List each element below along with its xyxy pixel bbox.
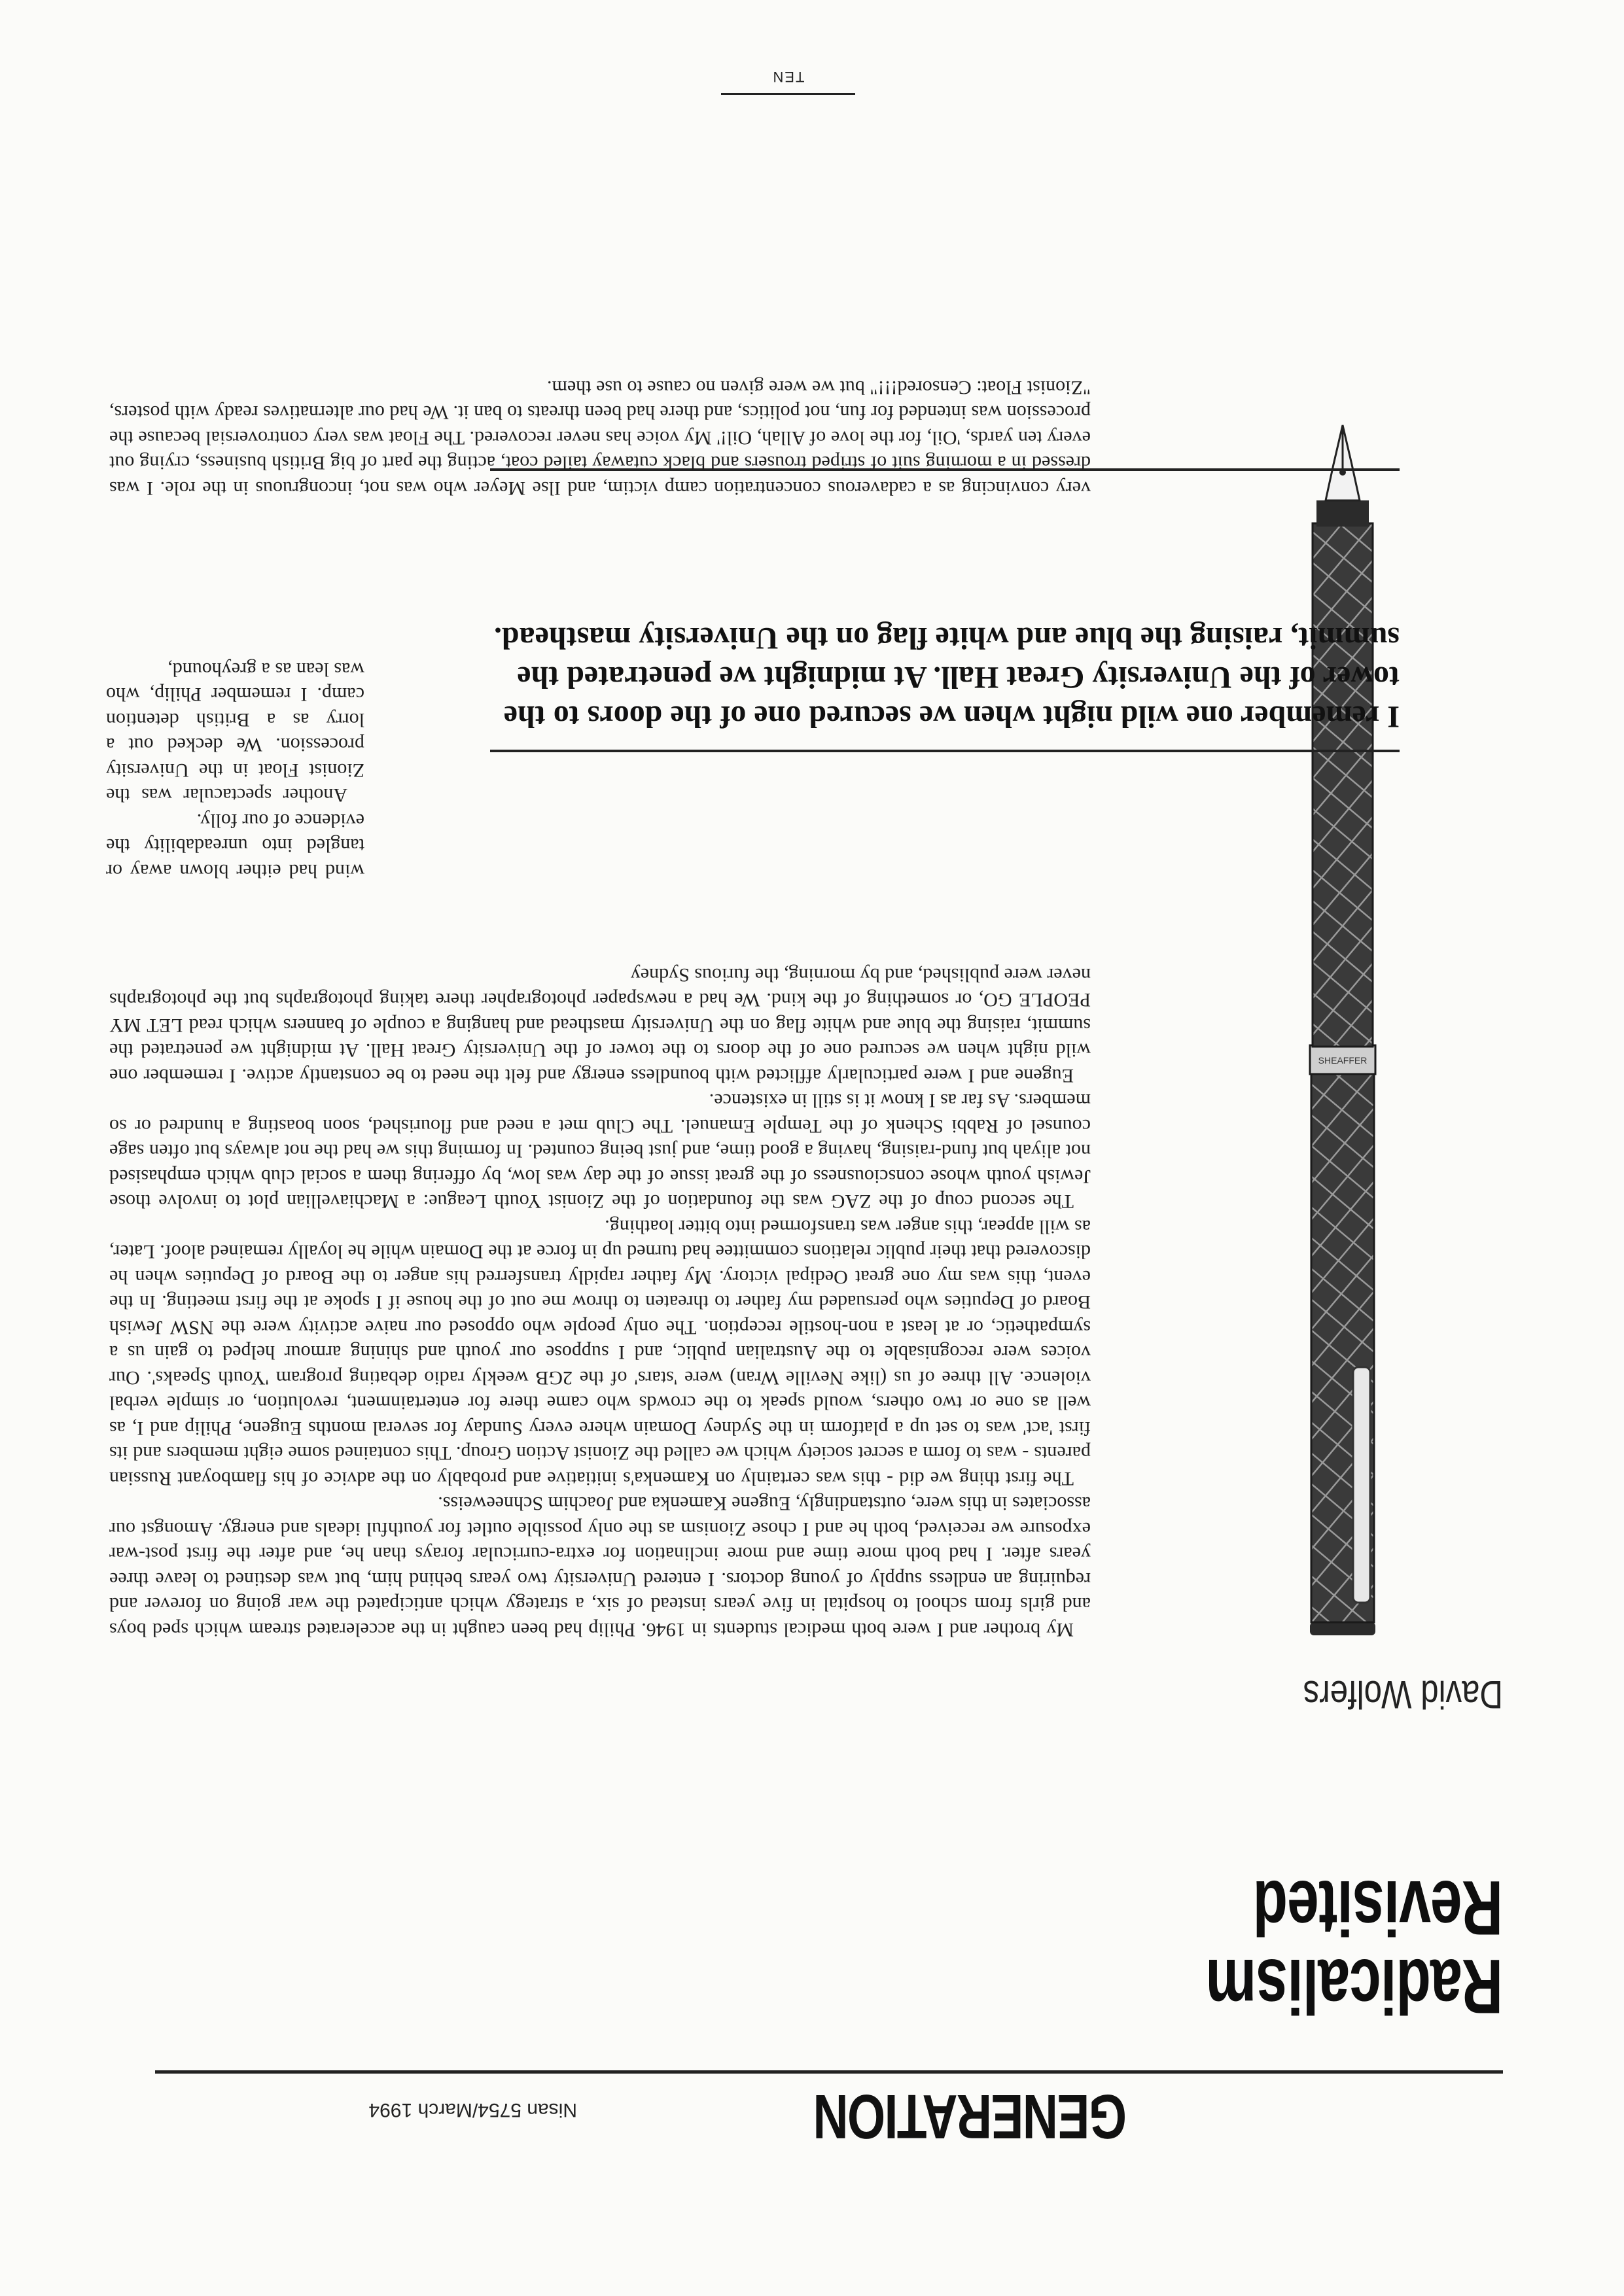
article-body-main <box>109 962 1091 1643</box>
header-rule <box>155 2070 1503 2074</box>
pullquote-rule-top <box>490 750 1400 752</box>
paragraph: My brother and I were both medical students in 1946. Philip had been caught in the accelerated stream which sped boys and girls from school to hospital in five years instead of six, a strategy which anticipated the war going on forever and requiring an endless supply of young doctors. I entered University two years behind him, but was destined to leave three years after. I had both more time and more inclination for extra-curricular forays than he, and after the first post-war exposure we received, both he and I chose Zionism as the only possible outlet for youthful ideals and energy. Amongst our associates in this were, outstandingly, Eugene Kamenka and Joachim Schneeweiss. <box>109 1493 1091 1641</box>
paragraph: very convincing as a cadaverous concentration camp victim, and Ilse Meyer who was not, incongruous in the role. I was dressed in a morning suit of striped trousers and black cutaway tailed coat, acting the part of big British business, crying out every ten yards, 'Oil, for the love of Allah, Oil!' My voice has never recovered. The Float was very controversial because the procession was intended for fun, not politics, and there had been threats to ban it. We had our alternatives ready with posters, "Zionist Float: Censored!!!" but we were given no cause to use them. <box>109 377 1091 499</box>
folio-rule <box>721 93 855 95</box>
paragraph: The first thing we did - this was certainly on Kamenka's initiative and probably on the advice of his flamboyant Russian parents - was to form a secret society which we called the Zionist Action Group. This contained some eight members and its first 'act' was to set up a platform in the Sydney Domain where every Sunday for several months Eugene, Philip and I, as well as one or two others, would speak to the crowds who came there for entertainment, revolution, or simple verbal violence. All three of us (like Neville Wran) were 'stars' of the 2GB weekly radio debating program 'Youth Speaks'. Our voices were recognisable to the Australian public, and I suppose our youth and shining armour helped to gain us a sympathetic, or at least a non-hostile reception. The only people who opposed our naive activity were the NSW Jewish Board of Deputies who persuaded my father to threaten to throw me out of the house if I spoke at the first meeting. In the event, this was my one great Oedipal victory. My father rapidly transferred his anger to the Board of Deputies when he discovered that their public relations committee had turned up in force at the Domain while he loyally remained aloof. Later, as will appear, this anger was transformed into bitter loathing. <box>109 1216 1091 1489</box>
article-body-side <box>106 657 364 884</box>
author-byline: David Wolfers <box>1303 1673 1503 1716</box>
pen-nib <box>1326 425 1360 500</box>
article-title-line2: Revisited <box>1253 1864 1503 1951</box>
article-title-line1: Radicalism <box>1206 1943 1503 2029</box>
issue-date: Nisan 5754/March 1994 <box>368 2099 577 2121</box>
paragraph: Eugene and I were particularly afflicted with boundless energy and felt the need to be constantly active. I remember one wild night when we secured one of the doors to the tower of the University Great Hall. At midnight we penetrated the summit, raising the blue and white flag on the University masthead and hanging a couple of banners which read LET MY PEOPLE GO, or something of the kind. We had a newspaper photographer there taking photographs but the photographs never were published, and by morning, the furious Sydney <box>109 964 1091 1087</box>
masthead: GENERATION <box>813 2081 1127 2151</box>
page-number: TEN <box>771 69 805 85</box>
pen-cap <box>1310 1073 1375 1635</box>
paragraph: wind had either blown away or tangled into unreadability the evidence of our folly. <box>106 810 364 882</box>
fountain-pen-icon <box>1297 419 1388 1642</box>
pen-band <box>1310 1045 1375 1074</box>
pen-clip <box>1353 1367 1370 1603</box>
paragraph: The second coup of the ZAG was the foundation of the Zionist Youth League: a Machiavellian plot to involve those Jewish youth whose consciousness of the great issue of the day was low, by offering them a social club which emphasised not aliyah but fund-raising, having a good time, and just being counted. In forming this we had the not always but often sage counsel of Rabbi Schenk of the Temple Emanuel. The Club met a need and flourished, soon boasting a hundred or so members. As far as I know it is still in existence. <box>109 1090 1091 1213</box>
paragraph: Another spectacular was the Zionist Float in the University procession. We decked out a lorry as a British detention camp. I remember Philip, who was lean as a greyhound, <box>106 659 364 807</box>
article-body-tail <box>109 375 1091 501</box>
pen-barrel <box>1313 500 1373 1047</box>
pen-brand: SHEAFFER <box>1318 1055 1368 1066</box>
pullquote: I remember one wild night when we secured one of the doors to the tower of the University Great Hall. At midnight we penetrated the summit, raising the blue and white flag on the University masthead. <box>493 621 1400 734</box>
